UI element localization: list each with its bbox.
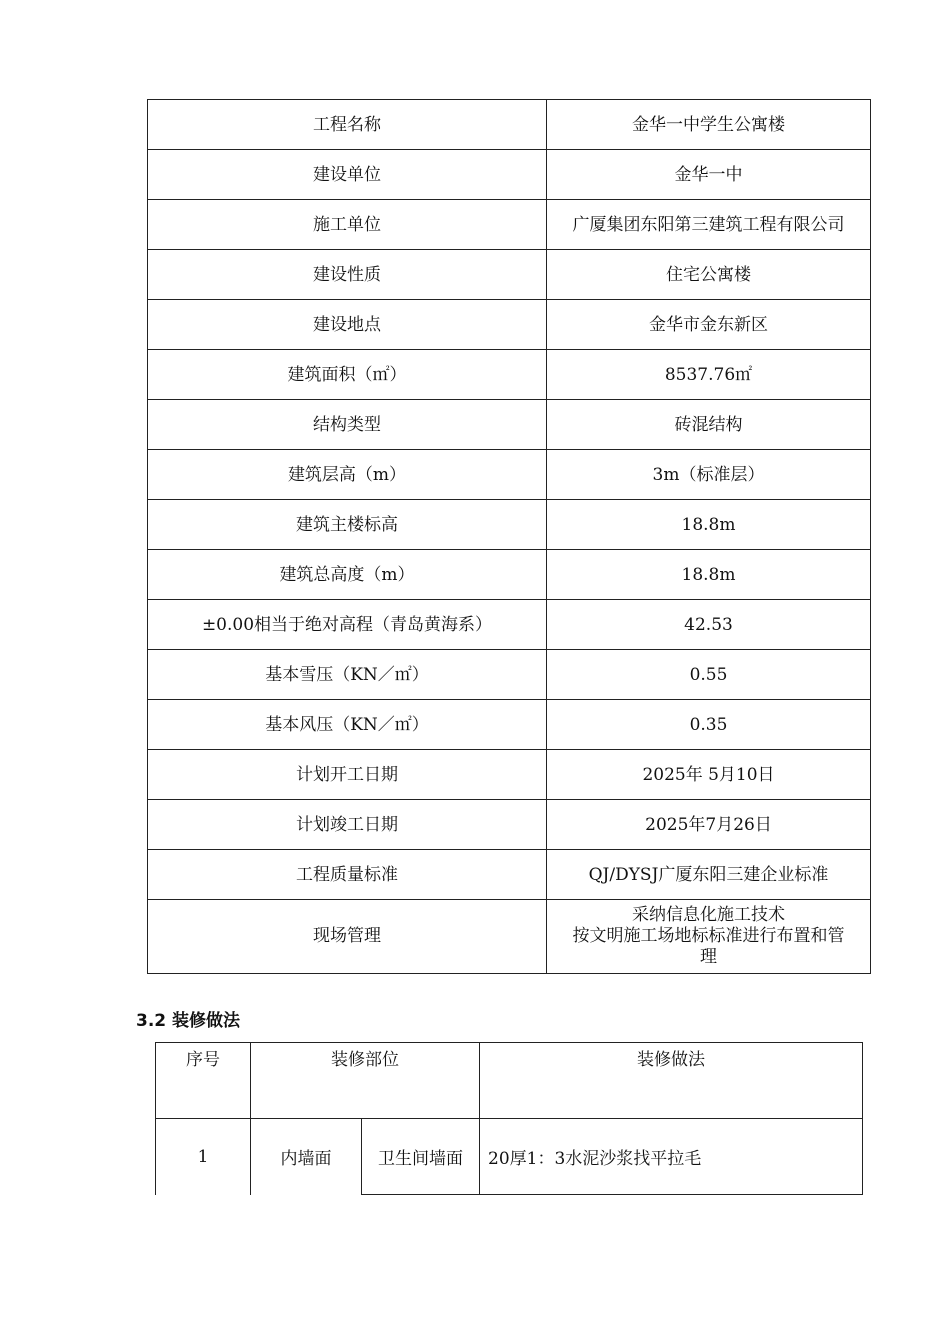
row-sub-area: 卫生间墙面 bbox=[362, 1119, 480, 1195]
info-value: 金华一中 bbox=[547, 150, 871, 200]
info-row bbox=[148, 750, 871, 800]
row-method: 20厚1：3水泥沙浆找平拉毛 bbox=[480, 1119, 863, 1195]
info-row bbox=[148, 150, 871, 200]
section-title: 3.2 装修做法 bbox=[136, 1011, 241, 1031]
site-management-line: 采纳信息化施工技术 bbox=[632, 905, 785, 925]
info-label: ±0.00相当于绝对高程（青岛黄海系） bbox=[148, 600, 547, 650]
info-label: 工程质量标准 bbox=[148, 850, 547, 900]
info-value: QJ/DYSJ广厦东阳三建企业标准 bbox=[547, 850, 871, 900]
info-label: 结构类型 bbox=[148, 400, 547, 450]
info-value: 18.8m bbox=[547, 500, 871, 550]
info-row bbox=[148, 650, 871, 700]
project-info-body bbox=[148, 100, 871, 974]
info-row bbox=[148, 600, 871, 650]
info-row bbox=[148, 850, 871, 900]
info-row bbox=[148, 450, 871, 500]
info-label: 建设性质 bbox=[148, 250, 547, 300]
info-row bbox=[148, 800, 871, 850]
info-label: 施工单位 bbox=[148, 200, 547, 250]
project-info-table bbox=[147, 99, 871, 974]
site-management-row bbox=[148, 900, 871, 974]
site-management-line: 理 bbox=[700, 947, 717, 967]
info-value: 8537.76㎡ bbox=[547, 350, 871, 400]
info-value: 2025年7月26日 bbox=[547, 800, 871, 850]
info-label: 工程名称 bbox=[148, 100, 547, 150]
info-value: 0.55 bbox=[547, 650, 871, 700]
info-label: 计划开工日期 bbox=[148, 750, 547, 800]
info-label: 基本雪压（KN／㎡） bbox=[148, 650, 547, 700]
site-management-value bbox=[547, 900, 871, 974]
info-row bbox=[148, 500, 871, 550]
info-value: 2025年 5月10日 bbox=[547, 750, 871, 800]
site-management-label: 现场管理 bbox=[148, 900, 547, 974]
header-index: 序号 bbox=[156, 1043, 251, 1119]
row-index: 1 bbox=[156, 1119, 251, 1195]
info-value: 砖混结构 bbox=[547, 400, 871, 450]
header-method: 装修做法 bbox=[480, 1043, 863, 1119]
row-area: 内墙面 bbox=[251, 1119, 362, 1195]
info-row bbox=[148, 100, 871, 150]
info-row bbox=[148, 400, 871, 450]
info-value: 广厦集团东阳第三建筑工程有限公司 bbox=[547, 200, 871, 250]
info-value: 住宅公寓楼 bbox=[547, 250, 871, 300]
info-row bbox=[148, 350, 871, 400]
info-label: 建设地点 bbox=[148, 300, 547, 350]
info-value: 金华市金东新区 bbox=[547, 300, 871, 350]
info-row bbox=[148, 550, 871, 600]
info-value: 0.35 bbox=[547, 700, 871, 750]
info-label: 建筑主楼标高 bbox=[148, 500, 547, 550]
info-value: 金华一中学生公寓楼 bbox=[547, 100, 871, 150]
info-row bbox=[148, 300, 871, 350]
info-label: 建筑面积（㎡） bbox=[148, 350, 547, 400]
info-row bbox=[148, 250, 871, 300]
info-label: 建筑总高度（m） bbox=[148, 550, 547, 600]
info-label: 建筑层高（m） bbox=[148, 450, 547, 500]
info-value: 18.8m bbox=[547, 550, 871, 600]
info-value: 42.53 bbox=[547, 600, 871, 650]
info-label: 计划竣工日期 bbox=[148, 800, 547, 850]
finish-table bbox=[155, 1042, 863, 1195]
info-value: 3m（标准层） bbox=[547, 450, 871, 500]
info-row bbox=[148, 700, 871, 750]
info-label: 基本风压（KN／㎡） bbox=[148, 700, 547, 750]
finish-row bbox=[156, 1119, 863, 1195]
info-row bbox=[148, 200, 871, 250]
header-location: 装修部位 bbox=[251, 1043, 480, 1119]
info-label: 建设单位 bbox=[148, 150, 547, 200]
site-management-line: 按文明施工场地标标准进行布置和管 bbox=[572, 926, 845, 946]
finish-header-row bbox=[156, 1043, 863, 1119]
